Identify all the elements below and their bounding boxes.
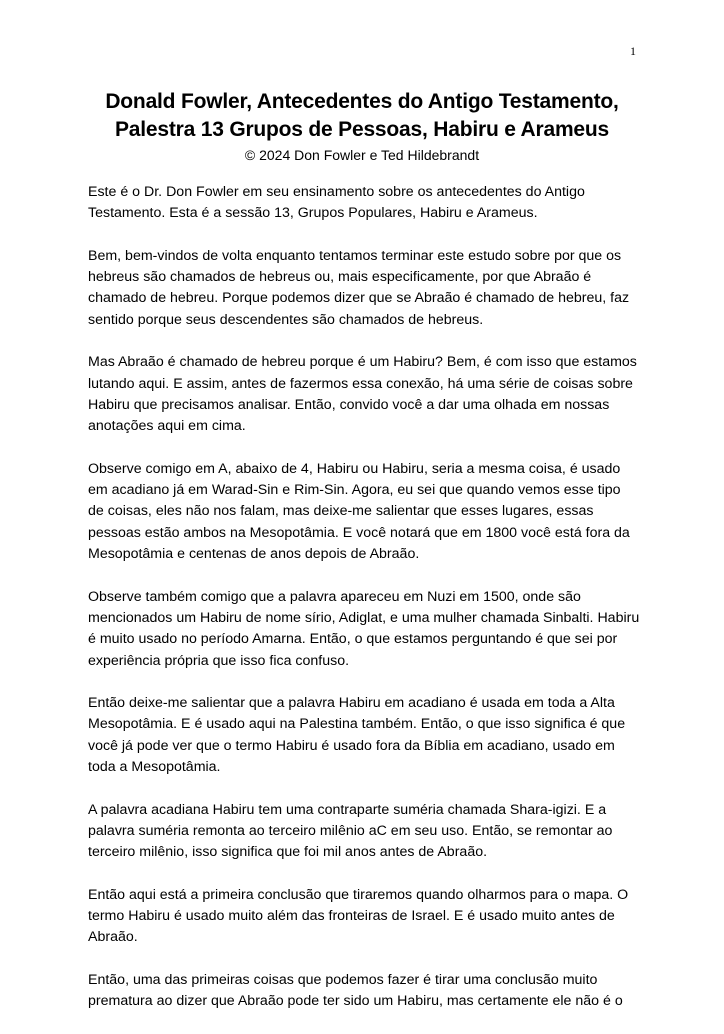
- title-line-2: Palestra 13 Grupos de Pessoas, Habiru e Arameus: [114, 118, 610, 141]
- document-body: [88, 182, 640, 1034]
- document-header: [0, 88, 724, 164]
- paragraph: Bem, bem-vindos de volta enquanto tentamos terminar este estudo sobre por que os hebreus são chamados de hebreus ou, mais especificamente, por que Abraão é chamado de hebreu. Porque podemos dizer que se Abraão é chamado de hebreu, faz sentido porque seus descendentes são chamados de hebreus.: [88, 247, 630, 328]
- paragraph: Então, uma das primeiras coisas que podemos fazer é tirar uma conclusão muito prematura ao dizer que Abraão pode ter sido um Habiru, mas certamente ele não é o: [88, 971, 623, 1010]
- paragraph: A palavra acadiana Habiru tem uma contraparte suméria chamada Shara-igizi. E a palavra suméria remonta ao terceiro milênio aC em seu uso. Então, se remontar ao terceiro milênio, isso significa que foi mil anos antes de Abraão.: [88, 801, 613, 861]
- paragraph: Observe comigo em A, abaixo de 4, Habiru ou Habiru, seria a mesma coisa, é usado em acadiano já em Warad-Sin e Rim-Sin. Agora, eu sei que quando vemos esse tipo de coisas, eles não nos falam, mas deixe-me salientar que esses lugares, essas pessoas estão ambos na Mesopotâmia. E você notará que em 1800 você está fora da Mesopotâmia e centenas de anos depois de Abraão.: [88, 460, 630, 563]
- page-number: 1: [630, 44, 636, 58]
- paragraph: Então aqui está a primeira conclusão que tiraremos quando olharmos para o mapa. O termo Habiru é usado muito além das fronteiras de Israel. E é usado muito antes de Abraão.: [88, 886, 629, 946]
- paragraph: Observe também comigo que a palavra apareceu em Nuzi em 1500, onde são mencionados um Habiru de nome sírio, Adiglat, e uma mulher chamada Sinbalti. Habiru é muito usado no período Amarna. Então, o que estamos perguntando é que sei por experiência própria que isso fica confuso.: [88, 588, 640, 669]
- paragraph: Mas Abraão é chamado de hebreu porque é um Habiru? Bem, é com isso que estamos lutando aqui. E assim, antes de fazermos essa conexão, há uma série de coisas sobre Habiru que precisamos analisar. Então, convido você a dar uma olhada em nossas anotações aqui em cima.: [88, 354, 637, 435]
- document-title: [0, 88, 724, 144]
- paragraph: Então deixe-me salientar que a palavra Habiru em acadiano é usada em toda a Alta Mesopotâmia. E é usado aqui na Palestina também. Então, o que isso significa é que você já pode ver que o termo Habiru é usado fora da Bíblia em acadiano, usado em toda a Mesopotâmia.: [88, 695, 626, 776]
- paragraph: Este é o Dr. Don Fowler em seu ensinamento sobre os antecedentes do Antigo Testamento. Esta é a sessão 13, Grupos Populares, Habiru e Arameus.: [88, 184, 585, 222]
- title-line-1: Donald Fowler, Antecedentes do Antigo Testamento,: [105, 90, 619, 113]
- copyright-notice: © 2024 Don Fowler e Ted Hildebrandt: [244, 147, 480, 163]
